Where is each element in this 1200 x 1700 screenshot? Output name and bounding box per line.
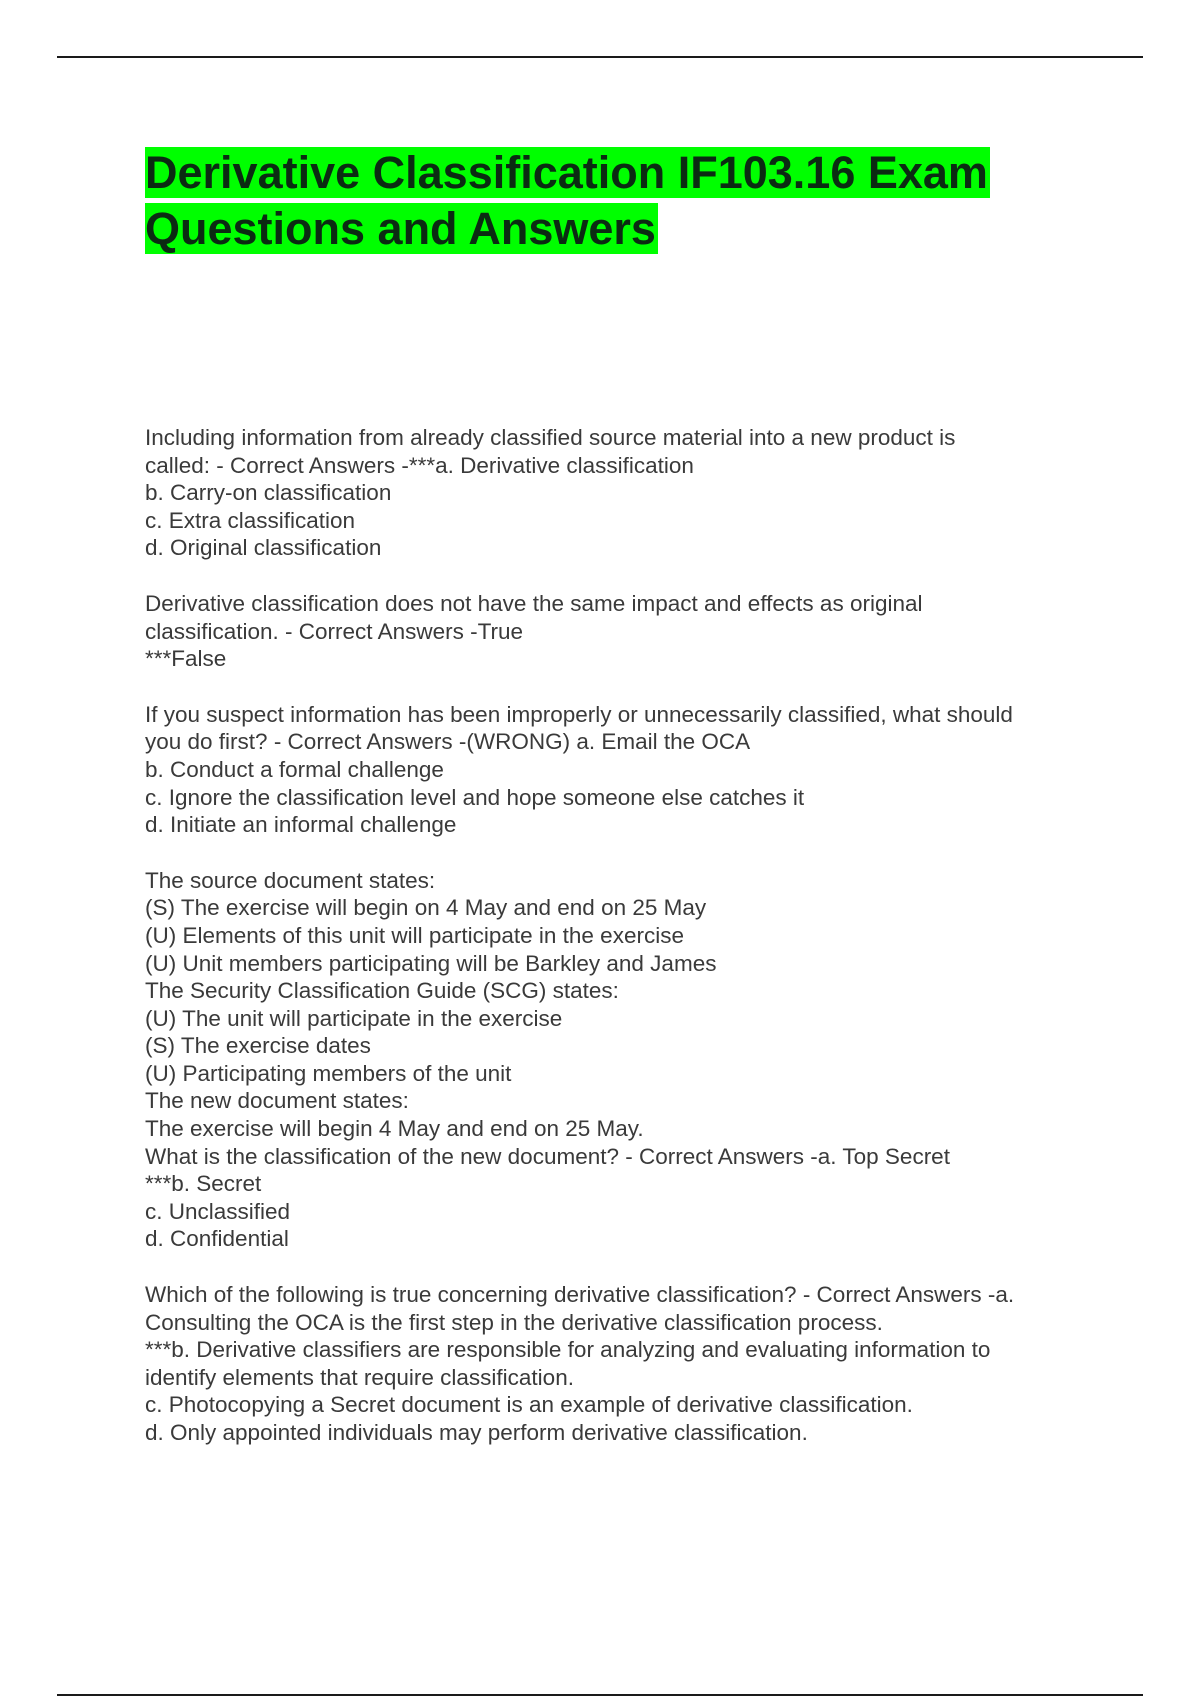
question-line: The exercise will begin 4 May and end on 25 May. — [145, 1116, 644, 1142]
question-line: The source document states: — [145, 867, 436, 893]
question-line: (S) The exercise dates — [145, 1033, 371, 1059]
document-title — [145, 145, 1105, 257]
question-block-2 — [145, 590, 1085, 673]
question-list — [145, 424, 1085, 1447]
question-line: Consulting the OCA is the first step in the derivative classification process. — [145, 1309, 883, 1335]
answer-option: ***b. Secret — [145, 1171, 262, 1197]
question-block-5 — [145, 1281, 1085, 1447]
title-line-1: Derivative Classification IF103.16 Exam — [145, 147, 988, 198]
answer-option: d. Original classification — [145, 535, 382, 561]
footer-rule — [57, 1694, 1143, 1696]
answer-option: b. Conduct a formal challenge — [145, 756, 444, 782]
question-line: The new document states: — [145, 1088, 409, 1114]
answer-option: d. Initiate an informal challenge — [145, 812, 457, 838]
answer-option: c. Unclassified — [145, 1198, 291, 1224]
question-line: The Security Classification Guide (SCG) states: — [145, 978, 619, 1004]
answer-option: identify elements that require classification. — [145, 1364, 574, 1390]
answer-option: d. Only appointed individuals may perform derivative classification. — [145, 1420, 808, 1445]
question-line: you do first? - Correct Answers -(WRONG) a. Email the OCA — [145, 729, 751, 755]
answer-option: b. Carry-on classification — [145, 480, 392, 506]
question-line: called: - Correct Answers -***a. Derivative classification — [145, 452, 694, 478]
question-line: Which of the following is true concerning derivative classification? - Correct Answers -a. — [145, 1282, 1015, 1308]
question-line: If you suspect information has been improperly or unnecessarily classified, what should — [145, 701, 1013, 727]
answer-option: ***b. Derivative classifiers are responsible for analyzing and evaluating information to — [145, 1337, 991, 1363]
question-block-4 — [145, 867, 1085, 1253]
question-line: (U) Participating members of the unit — [145, 1060, 512, 1086]
header-rule — [57, 56, 1143, 58]
question-line: (U) Elements of this unit will participate in the exercise — [145, 922, 684, 948]
answer-option: d. Confidential — [145, 1226, 289, 1252]
question-line: classification. - Correct Answers -True — [145, 618, 524, 644]
question-line: (U) Unit members participating will be Barkley and James — [145, 950, 717, 976]
question-line: Including information from already classified source material into a new product is — [145, 425, 956, 450]
answer-option: c. Ignore the classification level and hope someone else catches it — [145, 784, 805, 810]
answer-option: ***False — [145, 646, 227, 672]
question-block-1 — [145, 424, 1085, 562]
answer-option: c. Photocopying a Secret document is an example of derivative classification. — [145, 1392, 913, 1418]
question-line: Derivative classification does not have the same impact and effects as original — [145, 590, 923, 616]
question-line: (S) The exercise will begin on 4 May and end on 25 May — [145, 895, 707, 921]
question-line: (U) The unit will participate in the exercise — [145, 1005, 563, 1031]
title-line-2: Questions and Answers — [145, 203, 656, 254]
question-line: What is the classification of the new document? - Correct Answers -a. Top Secret — [145, 1143, 950, 1169]
answer-option: c. Extra classification — [145, 507, 356, 533]
question-block-3 — [145, 701, 1085, 839]
